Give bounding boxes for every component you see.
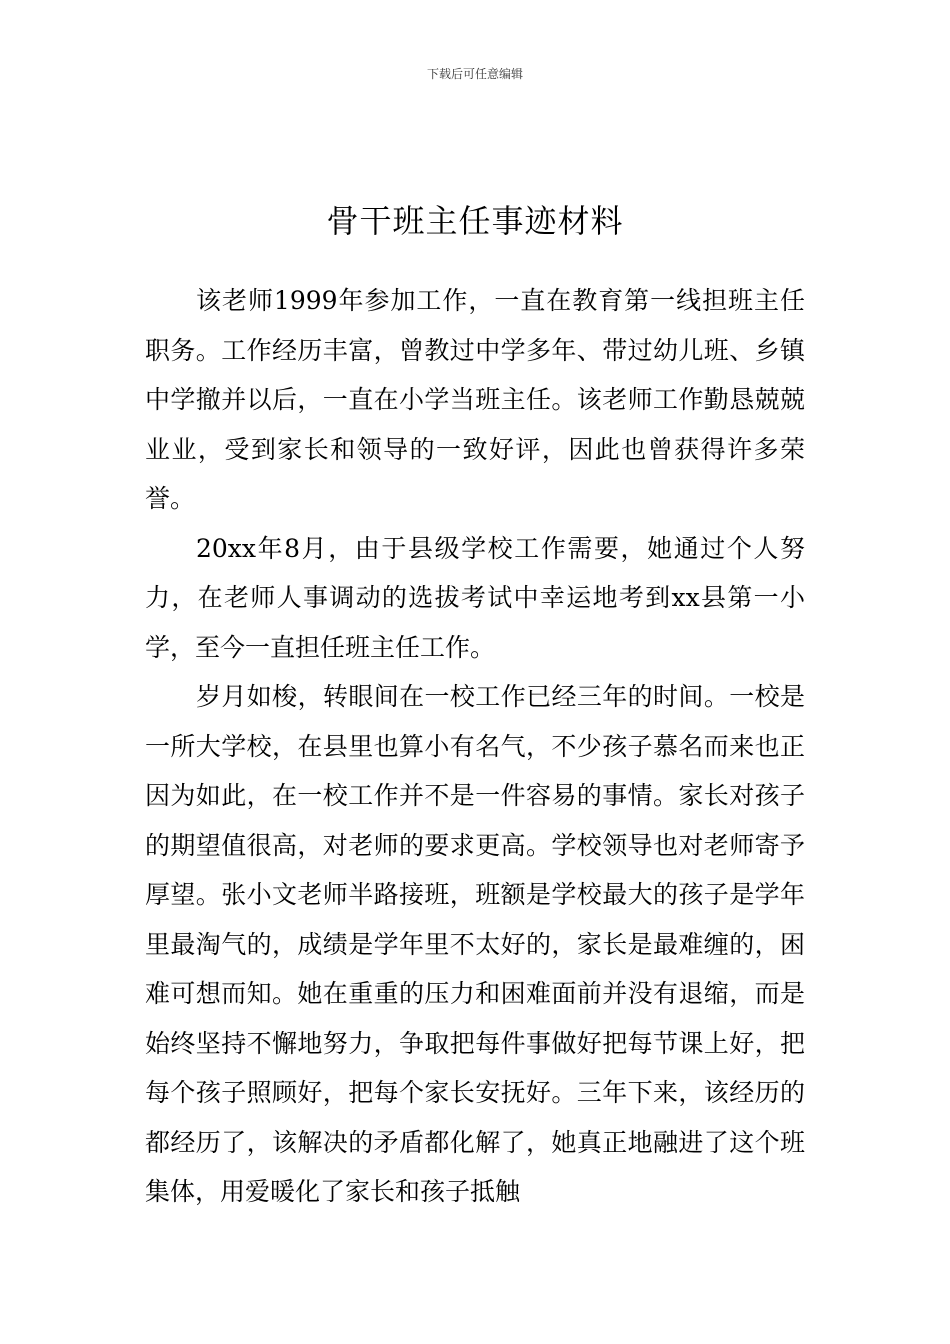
document-title: 骨干班主任事迹材料 (326, 202, 624, 241)
paragraph-1: 该老师1999年参加工作，一直在教育第一线担班主任职务。工作经历丰富，曾教过中学多年、带过幼儿班、乡镇中学撤并以后，一直在小学当班主任。该老师工作勤恳兢兢业业，受到家长和领导的一致好评，因此也曾获得许多荣誉。 (145, 286, 805, 513)
paragraph-2: 20xx年8月，由于县级学校工作需要，她通过个人努力，在老师人事调动的选拔考试中幸运地考到xx县第一小学，至今一直担任班主任工作。 (145, 533, 805, 662)
paragraph-3: 岁月如梭，转眼间在一校工作已经三年的时间。一校是一所大学校，在县里也算小有名气，不少孩子慕名而来也正因为如此，在一校工作并不是一件容易的事情。家长对孩子的期望值很高，对老师的要求更高。学校领导也对老师寄予厚望。张小文老师半路接班，班额是学校最大的孩子是学年里最淘气的，成绩是学年里不太好的，家长是最难缠的，困难可想而知。她在重重的压力和困难面前并没有退缩，而是始终坚持不懈地努力，争取把每件事做好把每节课上好，把每个孩子照顾好，把每个家长安抚好。三年下来，该经历的都经历了，该解决的矛盾都化解了，她真正地融进了这个班集体，用爱暖化了家长和孩子抵触 (145, 682, 805, 1206)
header-note: 下载后可任意编辑 (426, 67, 523, 81)
document-body (145, 276, 805, 1217)
